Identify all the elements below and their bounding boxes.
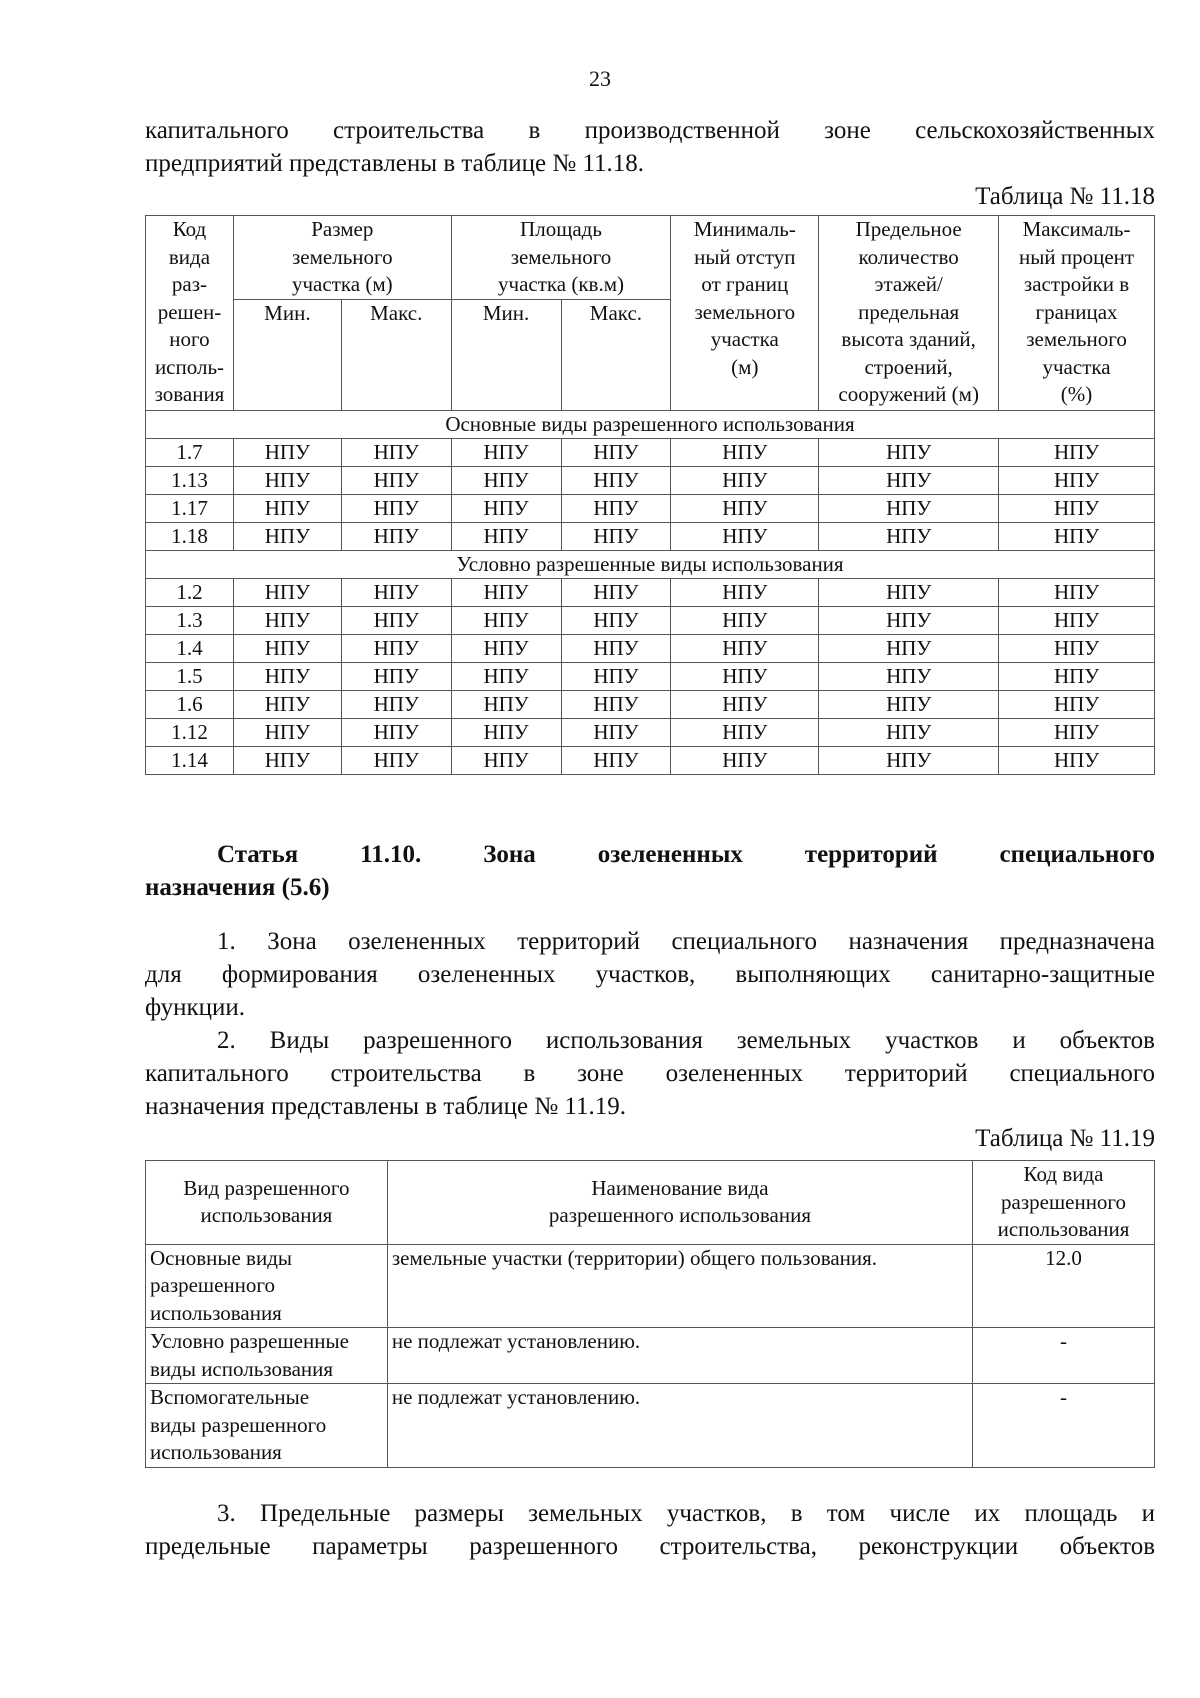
cell-value: НПУ [561, 578, 671, 606]
cell-value: НПУ [341, 578, 451, 606]
cell-code: 1.4 [146, 634, 234, 662]
cell-line: использования [150, 1440, 282, 1464]
cell-value: НПУ [671, 634, 819, 662]
header-line: земельного [694, 299, 796, 324]
header-line: ный отступ [694, 244, 796, 269]
header-line: (%) [1060, 382, 1093, 406]
table-11-18-caption: Таблица № 11.18 [975, 183, 1155, 210]
cell-value: НПУ [561, 718, 671, 746]
header-line: раз- [171, 272, 208, 296]
cell-value: НПУ [233, 494, 341, 522]
cell-value: НПУ [233, 746, 341, 774]
header-line: решен- [157, 299, 222, 324]
cell-name: не подлежат установлению. [387, 1384, 972, 1468]
cell-line: разрешенного [150, 1273, 275, 1297]
cell-code: 1.14 [146, 746, 234, 774]
cell-value: НПУ [999, 690, 1155, 718]
cell-line: виды разрешенного [150, 1412, 327, 1437]
article-heading-line: Статья 11.10. Зона озелененных территорий специального [217, 841, 1155, 868]
table-row [146, 522, 1155, 550]
main-rows [146, 438, 1155, 550]
cell-value: НПУ [671, 578, 819, 606]
cell-value: НПУ [561, 690, 671, 718]
header-line: земельного [1026, 327, 1127, 351]
header-line: зования [154, 382, 225, 406]
cell-line: использования [150, 1300, 282, 1325]
header-setback [671, 216, 819, 411]
paragraph-1 [145, 925, 1155, 1024]
cell-code: 1.13 [146, 466, 234, 494]
table-row [146, 1244, 1155, 1328]
section-row-main [146, 410, 1155, 438]
intro-paragraph [145, 114, 1155, 180]
header-line: Код вида [1023, 1162, 1104, 1186]
header-type [146, 1161, 388, 1245]
header-plot-area [451, 216, 671, 300]
article-heading-line: назначения (5.6) [145, 874, 330, 901]
cell-value: НПУ [819, 606, 999, 634]
cell-value: НПУ [451, 466, 561, 494]
header-line: строений, [864, 354, 953, 379]
header-line: участка (кв.м) [498, 272, 624, 296]
header-line: ного [169, 327, 210, 351]
header-line: от границ [701, 272, 789, 296]
cell-value: НПУ [341, 494, 451, 522]
table-row [146, 494, 1155, 522]
cell-value: НПУ [561, 494, 671, 522]
header-coverage [999, 216, 1155, 411]
table-body [146, 1244, 1155, 1467]
cell-value: НПУ [451, 494, 561, 522]
cell-value: НПУ [999, 606, 1155, 634]
cell-line: Условно разрешенные [150, 1329, 349, 1353]
header-line: Вид разрешенного [183, 1175, 350, 1200]
cell-value: НПУ [671, 522, 819, 550]
intro-line: предприятий представлены в таблице № 11.18. [145, 150, 645, 177]
table-row [146, 606, 1155, 634]
cell-value: НПУ [671, 438, 819, 466]
cell-code: 1.18 [146, 522, 234, 550]
cell-code: 1.6 [146, 690, 234, 718]
header-line: Площадь [520, 217, 602, 241]
paragraph-line: функции. [145, 994, 245, 1021]
header-area-max: Макс. [561, 299, 671, 410]
paragraph-line: 1. Зона озелененных территорий специального назначения предназначена [217, 928, 1155, 955]
header-floors [819, 216, 999, 411]
cell-value: НПУ [999, 662, 1155, 690]
table-row [146, 578, 1155, 606]
header-code [146, 216, 234, 411]
cell-code: 12.0 [973, 1244, 1155, 1328]
cell-value: НПУ [233, 438, 341, 466]
cell-line: Основные виды [150, 1245, 293, 1270]
table-row [146, 718, 1155, 746]
cell-value: НПУ [341, 746, 451, 774]
header-line: земельного [291, 244, 393, 269]
cell-value: НПУ [233, 662, 341, 690]
cell-name: земельные участки (территории) общего пользования. [387, 1244, 972, 1328]
table-row [146, 746, 1155, 774]
header-line: исполь- [154, 354, 225, 379]
cell-value: НПУ [561, 662, 671, 690]
cell-value: НПУ [451, 690, 561, 718]
table-header-row [146, 1161, 1155, 1245]
intro-line: капитального строительства в производственной зоне сельскохозяйственных [145, 117, 1155, 144]
cell-value: НПУ [671, 690, 819, 718]
table-header-row [146, 216, 1155, 300]
cell-code: 1.12 [146, 718, 234, 746]
header-size-max: Макс. [341, 299, 451, 410]
cell-value: НПУ [671, 718, 819, 746]
header-line: использования [200, 1203, 333, 1228]
paragraph-line: предельные параметры разрешенного строительства, реконструкции объектов [145, 1533, 1155, 1560]
cell-line: виды использования [150, 1356, 334, 1381]
cell-value: НПУ [233, 690, 341, 718]
cell-type [146, 1384, 388, 1468]
header-line: застройки в [1023, 272, 1130, 296]
cell-value: НПУ [341, 606, 451, 634]
cell-value: НПУ [561, 634, 671, 662]
paragraph-line: 2. Виды разрешенного использования земельных участков и объектов [217, 1027, 1155, 1054]
header-line: ный процент [1019, 244, 1135, 269]
header-plot-size [233, 216, 451, 300]
cell-code: 1.3 [146, 606, 234, 634]
header-line: Предельное [855, 217, 962, 241]
page-number: 23 [589, 66, 611, 91]
header-code [973, 1161, 1155, 1245]
cell-value: НПУ [999, 718, 1155, 746]
paragraph-line: 3. Предельные размеры земельных участков, в том числе их площадь и [217, 1500, 1155, 1527]
cell-value: НПУ [671, 466, 819, 494]
cell-value: НПУ [341, 466, 451, 494]
section-conditional-label: Условно разрешенные виды использования [146, 550, 1155, 578]
cell-value: НПУ [233, 578, 341, 606]
header-line: вида [168, 244, 211, 269]
header-area-min: Мин. [451, 299, 561, 410]
cell-value: НПУ [819, 662, 999, 690]
header-line: участка [710, 327, 779, 351]
header-line: высота зданий, [841, 327, 976, 351]
cell-value: НПУ [999, 466, 1155, 494]
cell-value: НПУ [671, 494, 819, 522]
header-line: Наименование вида [591, 1175, 769, 1200]
cell-value: НПУ [999, 578, 1155, 606]
cell-value: НПУ [819, 494, 999, 522]
cell-value: НПУ [561, 438, 671, 466]
header-line: участка (м) [291, 272, 393, 296]
cell-value: НПУ [819, 634, 999, 662]
header-line: Код [172, 217, 207, 241]
article-heading [145, 838, 1155, 904]
header-line: Максималь- [1022, 217, 1131, 241]
header-line: границах [1035, 299, 1118, 324]
table-row [146, 662, 1155, 690]
paragraph-2 [145, 1024, 1155, 1123]
cell-value: НПУ [999, 438, 1155, 466]
table-row [146, 1328, 1155, 1384]
table-row [146, 438, 1155, 466]
cell-value: НПУ [999, 494, 1155, 522]
cell-value: НПУ [561, 522, 671, 550]
cell-code: - [973, 1384, 1155, 1468]
cell-value: НПУ [819, 690, 999, 718]
cell-value: НПУ [671, 606, 819, 634]
header-line: разрешенного использования [548, 1203, 811, 1228]
cell-value: НПУ [451, 662, 561, 690]
cell-code: 1.5 [146, 662, 234, 690]
paragraph-3 [145, 1497, 1155, 1563]
header-line: земельного [510, 244, 612, 269]
header-line: участка [1042, 354, 1111, 379]
cell-line: Вспомогательные [150, 1385, 310, 1409]
cell-type [146, 1328, 388, 1384]
cell-value: НПУ [999, 522, 1155, 550]
paragraph-line: капитального строительства в зоне озелененных территорий специального [145, 1060, 1155, 1087]
cell-value: НПУ [341, 634, 451, 662]
header-line: Размер [311, 217, 374, 241]
table-11-18 [145, 215, 1155, 775]
cell-value: НПУ [561, 606, 671, 634]
cell-type [146, 1244, 388, 1328]
cell-value: НПУ [233, 634, 341, 662]
cell-value: НПУ [451, 718, 561, 746]
cell-code: 1.2 [146, 578, 234, 606]
cell-value: НПУ [233, 606, 341, 634]
cell-value: НПУ [561, 746, 671, 774]
header-line: этажей/ [874, 272, 943, 296]
cell-name: не подлежат установлению. [387, 1328, 972, 1384]
header-name [387, 1161, 972, 1245]
paragraph-line: для формирования озелененных участков, выполняющих санитарно-защитные [145, 961, 1155, 988]
section-main-label: Основные виды разрешенного использования [146, 410, 1155, 438]
cell-value: НПУ [451, 522, 561, 550]
cell-code: 1.7 [146, 438, 234, 466]
header-line: (м) [731, 354, 759, 379]
table-row [146, 634, 1155, 662]
cell-value: НПУ [999, 634, 1155, 662]
cell-value: НПУ [451, 746, 561, 774]
header-line: количество [858, 244, 959, 269]
header-size-min: Мин. [233, 299, 341, 410]
cell-value: НПУ [819, 718, 999, 746]
cell-code: 1.17 [146, 494, 234, 522]
cell-value: НПУ [671, 746, 819, 774]
cell-value: НПУ [233, 718, 341, 746]
header-line: Минималь- [693, 217, 796, 241]
conditional-rows [146, 578, 1155, 774]
cell-value: НПУ [233, 466, 341, 494]
cell-value: НПУ [819, 578, 999, 606]
cell-value: НПУ [233, 522, 341, 550]
cell-value: НПУ [671, 662, 819, 690]
cell-value: НПУ [341, 438, 451, 466]
cell-value: НПУ [341, 662, 451, 690]
header-line: сооружений (м) [838, 382, 979, 406]
header-line: разрешенного [1001, 1189, 1127, 1214]
cell-value: НПУ [451, 578, 561, 606]
cell-value: НПУ [451, 606, 561, 634]
cell-code: - [973, 1328, 1155, 1384]
table-11-19 [145, 1160, 1155, 1468]
section-row-conditional [146, 550, 1155, 578]
cell-value: НПУ [341, 718, 451, 746]
cell-value: НПУ [819, 746, 999, 774]
table-row [146, 1384, 1155, 1468]
cell-value: НПУ [451, 634, 561, 662]
cell-value: НПУ [819, 466, 999, 494]
cell-value: НПУ [819, 522, 999, 550]
cell-value: НПУ [999, 746, 1155, 774]
cell-value: НПУ [561, 466, 671, 494]
cell-value: НПУ [341, 690, 451, 718]
paragraph-line: назначения представлены в таблице № 11.19. [145, 1093, 626, 1120]
table-11-19-caption: Таблица № 11.19 [975, 1125, 1155, 1152]
cell-value: НПУ [819, 438, 999, 466]
table-row [146, 690, 1155, 718]
header-line: использования [997, 1217, 1130, 1241]
cell-value: НПУ [451, 438, 561, 466]
header-line: предельная [858, 299, 960, 324]
table-row [146, 466, 1155, 494]
cell-value: НПУ [341, 522, 451, 550]
